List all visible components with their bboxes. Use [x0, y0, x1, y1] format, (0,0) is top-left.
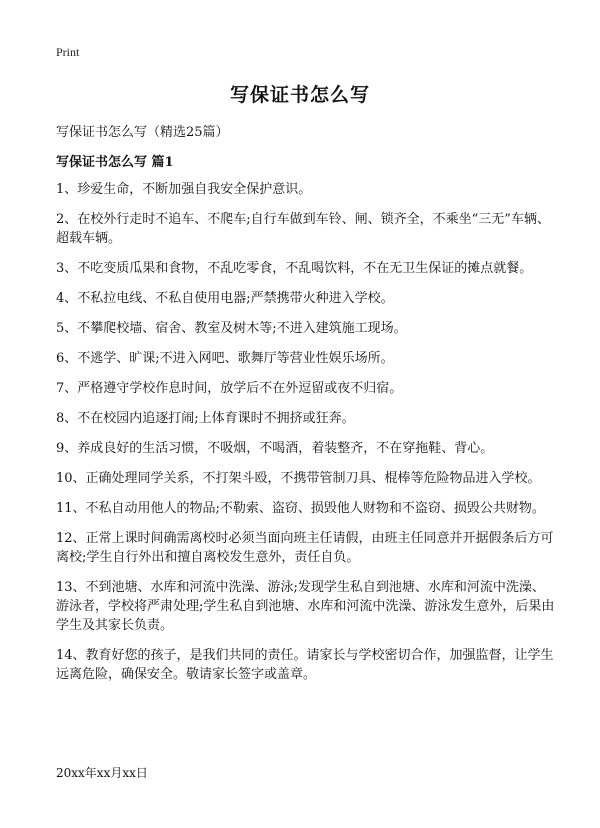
pledge-item: 7、严格遵守学校作息时间，放学后不在外逗留或夜不归宿。 — [56, 381, 403, 396]
pledge-item: 13、不到池塘、水库和河流中洗澡、游泳;发现学生私自到池塘、水库和河流中洗澡、游泳者，学校将严肃处理;学生私自到池塘、水库和河流中洗澡、游泳发生意外，后果由学生及其家长负责。 — [56, 580, 555, 633]
pledge-item: 11、不私自动用他人的物品;不勒索、盗窃、损毁他人财物和不盗窃、损毁公共财物。 — [56, 501, 545, 516]
date-line: 20xx年xx月xx日 — [56, 766, 148, 780]
pledge-item: 3、不吃变质瓜果和食物，不乱吃零食，不乱喝饮料，不在无卫生保证的摊点就餐。 — [56, 261, 533, 276]
pledge-item: 5、不攀爬校墙、宿舍、教室及树木等;不进入建筑施工现场。 — [56, 321, 407, 336]
pledge-item: 14、教育好您的孩子，是我们共同的责任。请家长与学校密切合作，加强监督，让学生远离危险，确保安全。敬请家长签字或盖章。 — [56, 648, 554, 682]
pledge-item: 1、珍爱生命，不断加强自我安全保护意识。 — [56, 182, 312, 197]
section-heading: 写保证书怎么写 篇1 — [56, 155, 174, 170]
pledge-item: 12、正常上课时间确需离校时必须当面向班主任请假，由班主任同意并开据假条后方可离校;学生自行外出和擅自离校发生意外，责任自负。 — [56, 531, 554, 565]
document-subtitle: 写保证书怎么写（精选25篇） — [56, 125, 229, 140]
pledge-item: 9、养成良好的生活习惯，不吸烟，不喝酒，着装整齐，不在穿拖鞋、背心。 — [56, 441, 494, 456]
print-label: Print — [56, 45, 80, 59]
pledge-item: 10、正确处理同学关系，不打架斗殴，不携带管制刀具、棍棒等危险物品进入学校。 — [56, 471, 541, 486]
document-title: 写保证书怎么写 — [229, 84, 370, 106]
pledge-item: 6、不逃学、旷课;不进入网吧、歌舞厅等营业性娱乐场所。 — [56, 351, 394, 366]
pledge-item: 2、在校外行走时不追车、不爬车;自行车做到车铃、闸、锁齐全，不乘坐“三无”车辆、超载车辆。 — [56, 212, 550, 246]
pledge-item: 4、不私拉电线、不私自使用电器;严禁携带火种进入学校。 — [56, 291, 394, 306]
pledge-item-list — [56, 180, 556, 695]
pledge-item: 8、不在校园内追逐打闹;上体育课时不拥挤或狂奔。 — [56, 411, 355, 426]
